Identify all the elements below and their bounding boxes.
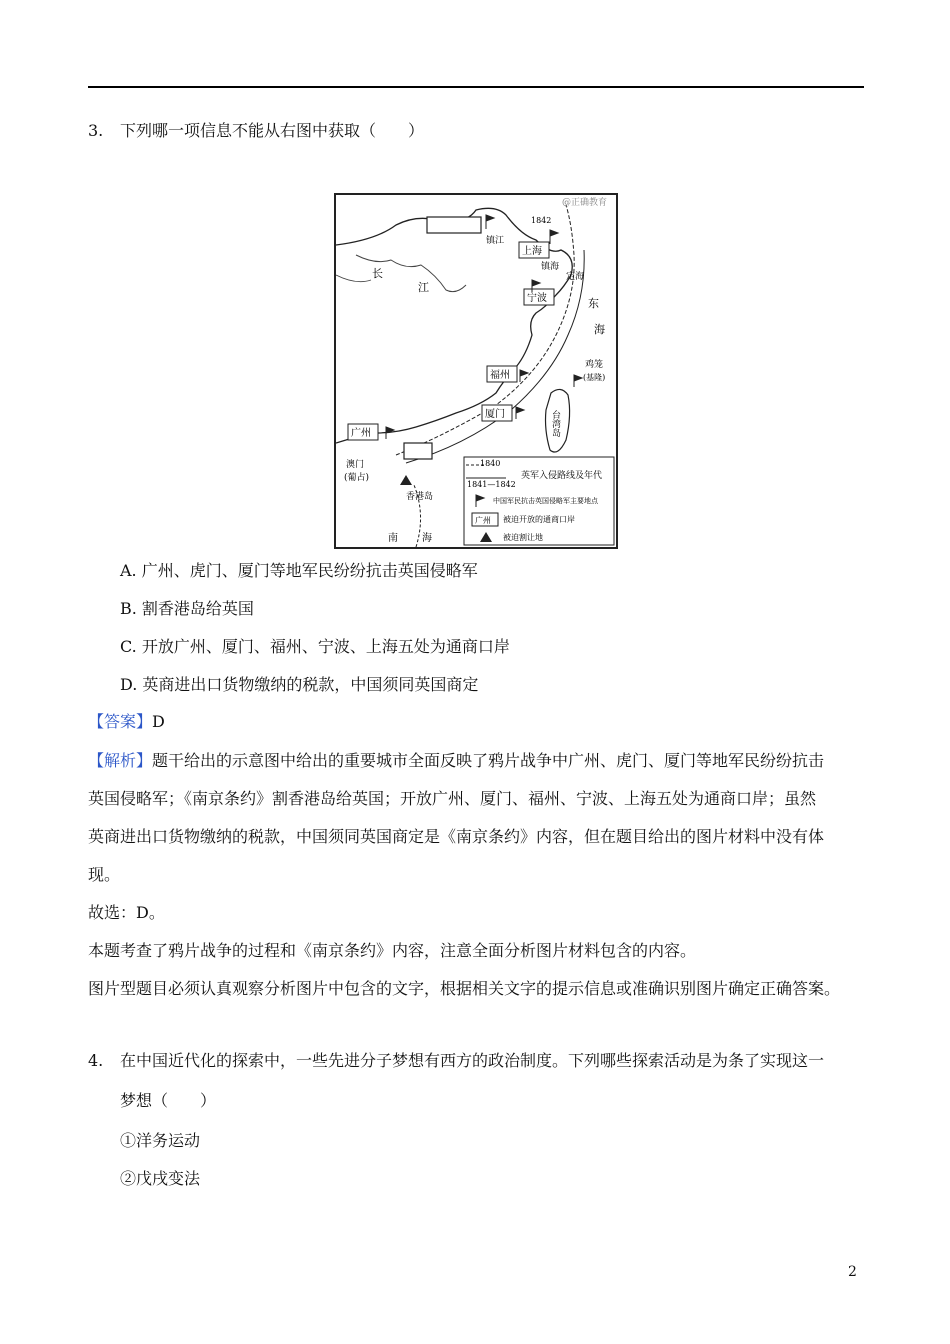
legend-title: 英军入侵路线及年代	[521, 471, 603, 481]
header-rule	[88, 86, 864, 88]
city-box-label: 宁波	[527, 293, 547, 304]
analysis-line-1	[88, 750, 824, 772]
place-label: 东	[588, 297, 599, 310]
q3-stem: 下列哪一项信息不能从右图中获取（ ）	[120, 121, 425, 140]
choice-line: 故选：D。	[88, 903, 165, 922]
place-label: (基隆)	[583, 373, 606, 382]
legend-item: 中国军民抗击英国侵略军主要地点	[493, 497, 598, 505]
place-label: 香港岛	[406, 492, 434, 502]
q4-stem-line-1: 在中国近代化的探索中，一些先进分子梦想有西方的政治制度。下列哪些探索活动是为条了实现这一	[120, 1051, 825, 1070]
q4-item-1: ①洋务运动	[120, 1131, 201, 1150]
analysis-line-4: 现。	[88, 865, 121, 884]
q3-option-c: C. 开放广州、厦门、福州、宁波、上海五处为通商口岸	[120, 637, 510, 656]
analysis-line-2: 英国侵略军；《南京条约》割香港岛给英国；开放广州、厦门、福州、宁波、上海五处为通商口岸；虽然	[88, 789, 817, 808]
legend-item: 被迫开放的通商口岸	[503, 515, 575, 524]
answer-line	[88, 711, 165, 733]
place-label: 台湾岛	[550, 410, 560, 437]
q4-item-2: ②戊戌变法	[120, 1169, 201, 1188]
q4-number: 4.	[88, 1051, 104, 1070]
legend-item: 被迫割让地	[503, 533, 543, 542]
analysis-line-3: 英商进出口货物缴纳的税款，中国须同英国商定是《南京条约》内容，但在题目给出的图片材料中没有体	[88, 827, 825, 846]
place-label: (葡占)	[344, 473, 370, 483]
q3-number: 3.	[88, 121, 104, 140]
answer-tag: 【答案】	[88, 712, 153, 731]
city-box-label: 广州	[351, 428, 371, 439]
legend-sample-box: 广州	[475, 516, 491, 525]
legend-year: 1840	[480, 459, 501, 468]
place-label: 海	[422, 533, 432, 544]
place-label: 鸡笼	[585, 360, 604, 370]
year-label: 1842	[531, 216, 552, 225]
place-label: 定海	[566, 272, 585, 282]
place-label: 镇海	[541, 262, 560, 272]
note-line-2: 图片型题目必须认真观察分析图片中包含的文字，根据相关文字的提示信息或准确识别图片确定正确答案。	[88, 979, 841, 998]
analysis-text: 题干给出的示意图中给出的重要城市全面反映了鸦片战争中广州、虎门、厦门等地军民纷纷抗击	[152, 751, 825, 770]
city-box-label: 福州	[490, 370, 510, 381]
place-label: 长	[372, 267, 383, 280]
city-box-label: 上海	[522, 246, 542, 257]
page-number: 2	[848, 1264, 857, 1280]
place-label: 澳门	[346, 460, 365, 470]
legend-year: 1841—1842	[467, 480, 516, 489]
analysis-tag: 【解析】	[88, 751, 153, 770]
place-label: 镇江	[486, 236, 505, 246]
q3-option-a: A. 广州、虎门、厦门等地军民纷纷抗击英国侵略军	[120, 561, 478, 580]
place-label: 江	[418, 281, 429, 294]
note-line-1: 本题考查了鸦片战争的过程和《南京条约》内容，注意全面分析图片材料包含的内容。	[88, 941, 697, 960]
place-label: 南	[388, 533, 398, 544]
city-box-label: 厦门	[485, 409, 505, 420]
place-label: 海	[594, 323, 605, 336]
q4-stem-line-2: 梦想（ ）	[120, 1091, 217, 1110]
opium-war-map	[334, 193, 618, 549]
q3-option-d: D. 英商进出口货物缴纳的税款，中国须同英国商定	[120, 675, 479, 694]
watermark: @正确教育	[562, 198, 608, 208]
answer-value: D	[152, 712, 165, 731]
q3-option-b: B. 割香港岛给英国	[120, 599, 254, 618]
